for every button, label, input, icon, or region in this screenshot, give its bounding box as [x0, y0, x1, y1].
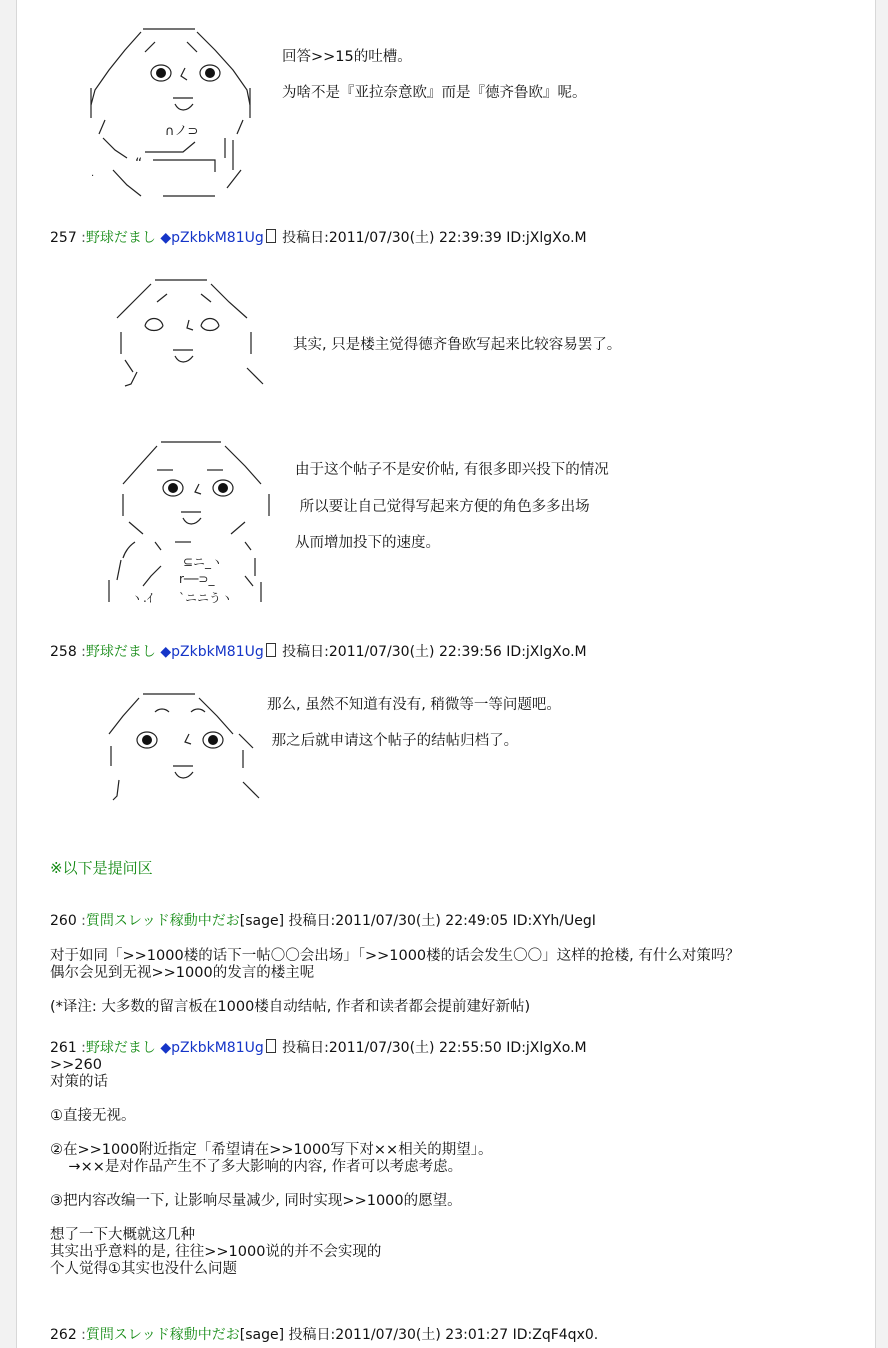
post-meta: [sage] 投稿日:2011/07/30(土) 22:49:05 ID:XYh/UegI: [239, 913, 596, 929]
tofu-box-glyph-icon: [266, 643, 276, 657]
post-261-line: ②在>>1000附近指定「希望请在>>1000写下对××相关的期望」。: [50, 1142, 493, 1158]
ascii-art-face-2: [97, 268, 287, 398]
post-author[interactable]: 野球だまし: [85, 644, 156, 660]
post-260-line: [50, 982, 740, 999]
post-header-260: [50, 912, 596, 930]
post-header-258: [50, 643, 587, 661]
post-261-line: [50, 1125, 492, 1142]
post-261-line: ①直接无视。: [50, 1108, 136, 1124]
post-261-line: 其实出乎意料的是, 往往>>1000说的并不会实现的: [50, 1244, 382, 1260]
svg-text:∩ノ⊃: ∩ノ⊃: [165, 124, 199, 139]
post-header-257: [50, 229, 587, 247]
post-colon: :: [76, 230, 86, 246]
post-meta: 投稿日:2011/07/30(土) 22:39:39 ID:jXlgXo.M: [277, 230, 587, 246]
ascii-art-face-3: [95, 430, 295, 610]
post-author[interactable]: 質問スレッド稼動中だお: [85, 913, 240, 929]
aa4-line-2: 那之后就申请这个帖子的结帖归档了。: [267, 733, 519, 749]
svg-text:⊆ニ_ヽ: ⊆ニ_ヽ: [183, 555, 224, 569]
svg-text:r──⊃_: r──⊃_: [179, 572, 215, 586]
aa3-line-2: 所以要让自己觉得写起来方便的角色多多出场: [295, 499, 590, 515]
post-colon: :: [76, 913, 86, 929]
post-260-body: [50, 948, 740, 1016]
thread-page: [16, 0, 876, 1348]
post-meta: 投稿日:2011/07/30(土) 22:39:56 ID:jXlgXo.M: [277, 644, 587, 660]
post-meta: [sage] 投稿日:2011/07/30(土) 23:01:27 ID:ZqF4qx0.: [239, 1327, 599, 1343]
post-number[interactable]: 261: [50, 1040, 77, 1056]
post-header-262: [50, 1326, 598, 1344]
reply-anchor-link[interactable]: >>260: [50, 1057, 102, 1073]
aa3-line-3: 从而增加投下的速度。: [295, 535, 440, 551]
post-261-line: →××是对作品产生不了多大影响的内容, 作者可以考虑考虑。: [50, 1159, 463, 1175]
post-260-line: 偶尔会见到无视>>1000的发言的楼主呢: [50, 965, 315, 981]
svg-text:“: “: [135, 156, 143, 172]
aa4-line-1: 那么, 虽然不知道有没有, 稍微等一等问题吧。: [267, 697, 561, 713]
post-trip: ◆pZkbkM81Ug: [160, 230, 264, 246]
post-colon: :: [76, 1327, 86, 1343]
aa1-line-1: 回答>>15的吐槽。: [282, 49, 412, 65]
svg-text:`ニニうヽ: `ニニうヽ: [179, 591, 234, 605]
section-note: ※以下是提问区: [50, 859, 153, 877]
post-header-261: [50, 1039, 587, 1057]
ascii-art-face-4: [93, 684, 283, 814]
post-author[interactable]: 野球だまし: [85, 1040, 156, 1056]
post-meta: 投稿日:2011/07/30(土) 22:55:50 ID:jXlgXo.M: [277, 1040, 587, 1056]
post-261-line: 想了一下大概就这几种: [50, 1227, 195, 1243]
svg-text:.: .: [91, 168, 95, 179]
ascii-art-face-1: [75, 20, 285, 200]
aa3-line-1: 由于这个帖子不是安价帖, 有很多即兴投下的情况: [295, 462, 609, 478]
post-260-line: (*译注: 大多数的留言板在1000楼自动结帖, 作者和读者都会提前建好新帖): [50, 999, 531, 1015]
post-261-line: 对策的话: [50, 1074, 108, 1090]
tofu-box-glyph-icon: [266, 1039, 276, 1053]
post-number[interactable]: 260: [50, 913, 77, 929]
post-number[interactable]: 262: [50, 1327, 77, 1343]
aa2-line-1: 其实, 只是楼主觉得德齐鲁欧写起来比较容易罢了。: [293, 337, 622, 353]
post-colon: :: [76, 644, 86, 660]
post-261-line: 个人觉得①其实也没什么问题: [50, 1261, 237, 1277]
post-261-line: [50, 1091, 492, 1108]
post-260-line: 对于如同「>>1000楼的话下一帖〇〇会出场」「>>1000楼的话会发生〇〇」这样的抢楼, 有什么对策吗？: [50, 948, 740, 964]
svg-text:ヽ.ｲ: ヽ.ｲ: [131, 591, 153, 605]
post-261-line: [50, 1210, 492, 1227]
tofu-box-glyph-icon: [266, 229, 276, 243]
post-number[interactable]: 258: [50, 644, 77, 660]
post-number[interactable]: 257: [50, 230, 77, 246]
aa1-line-2: 为啥不是『亚拉奈意欧』而是『德齐鲁欧』呢。: [282, 85, 587, 101]
post-261-line: [50, 1176, 492, 1193]
post-261-body: [50, 1057, 492, 1278]
post-trip: ◆pZkbkM81Ug: [160, 1040, 264, 1056]
post-author[interactable]: 質問スレッド稼動中だお: [85, 1327, 240, 1343]
post-author[interactable]: 野球だまし: [85, 230, 156, 246]
post-261-line: ③把内容改编一下, 让影响尽量减少, 同时实现>>1000的愿望。: [50, 1193, 462, 1209]
post-trip: ◆pZkbkM81Ug: [160, 644, 264, 660]
post-colon: :: [76, 1040, 86, 1056]
